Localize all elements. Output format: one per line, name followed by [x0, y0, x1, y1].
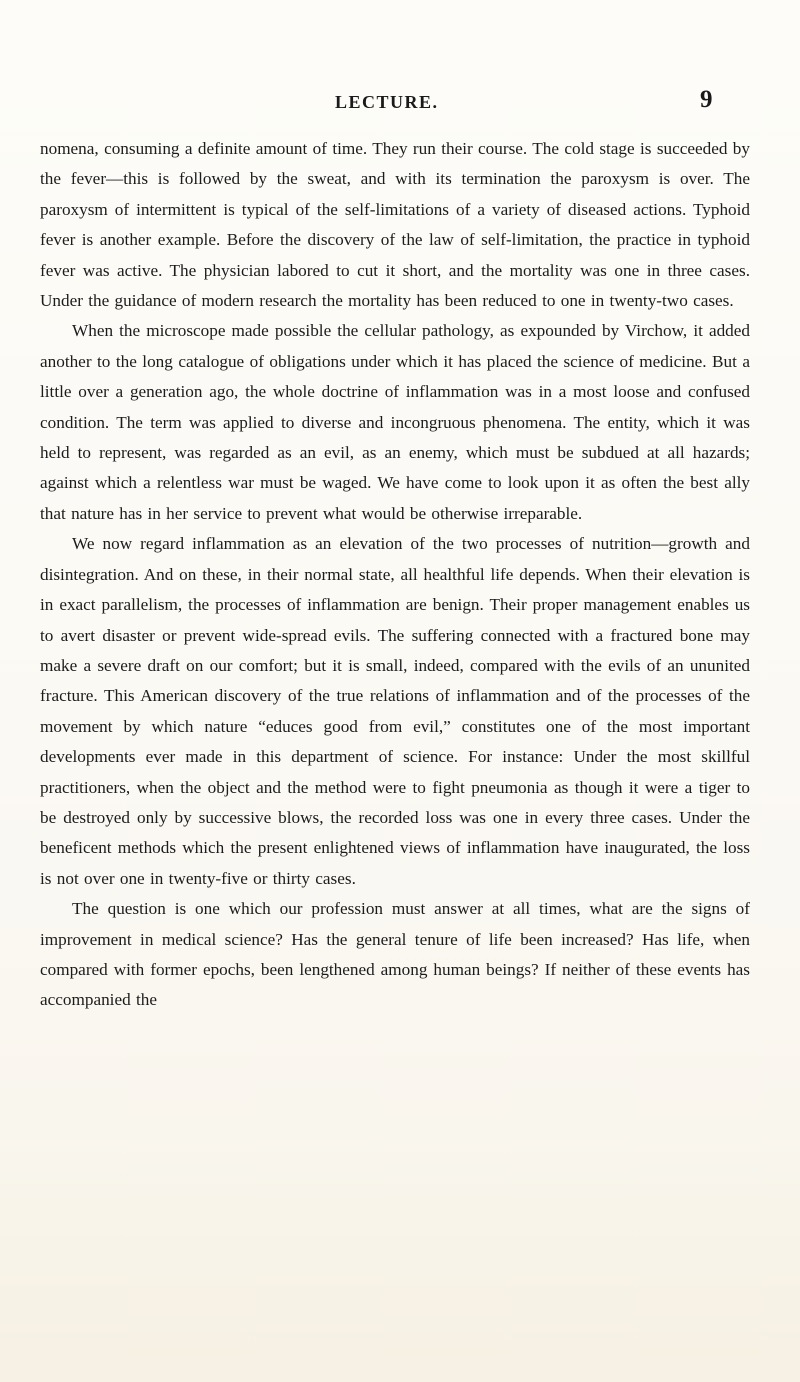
paragraph-question: The question is one which our profession must answer at all times, what are the signs of improvement in medical science? Has the general tenure of life been increased? Has life, when compared with former epochs, been lengthened among human beings? If neither of these events has accompanied the: [40, 899, 750, 1010]
paragraph-inflammation: We now regard inflammation as an elevation of the two processes of nutrition—growth and disintegration. And on these, in their normal state, all healthful life depends. When their elevation is in exact parallelism, the processes of inflammation are benign. Their proper management enables us to avert disaster or prevent wide-spread evils. The suffering connected with a fractured bone may make a severe draft on our comfort; but it is small, indeed, compared with the evils of an ununited fracture. This American discovery of the true relations of inflammation and of the processes of the movement by which nature “educes good from evil,” constitutes one of the most important developments ever made in this department of science. For instance: Under the most skillful practitioners, when the object and the method were to fight pneumonia as though it were a tiger to be destroyed only by successive blows, the recorded loss was one in every three cases. Under the beneficent methods which the present enlightened views of inflammation have inaugurated, the loss is not over one in twenty-five or thirty cases.: [40, 534, 750, 888]
body-text: [40, 134, 750, 1016]
page-number: 9: [700, 86, 713, 113]
running-head-title: LECTURE.: [335, 92, 439, 112]
running-header: [0, 86, 800, 122]
paragraph-continued: nomena, consuming a definite amount of time. They run their course. The cold stage is succeeded by the fever—this is followed by the sweat, and with its termination the paroxysm is over. The paroxysm of intermittent is typical of the self-limitations of a variety of diseased actions. Typhoid fever is another example. Before the discovery of the law of self-limitation, the practice in typhoid fever was active. The physician labored to cut it short, and the mortality was one in three cases. Under the guidance of modern research the mortality has been reduced to one in twenty-two cases.: [40, 139, 750, 311]
paragraph-cellular-pathology: When the microscope made possible the cellular pathology, as expounded by Virchow, it added another to the long catalogue of obligations under which it has placed the science of medicine. But a little over a generation ago, the whole doctrine of inflammation was in a most loose and confused condition. The term was applied to diverse and incongruous phenomena. The entity, which it was held to represent, was regarded as an evil, as an enemy, which must be subdued at all hazards; against which a relentless war must be waged. We have come to look upon it as often the best ally that nature has in her service to prevent what would be otherwise irreparable.: [40, 321, 750, 523]
